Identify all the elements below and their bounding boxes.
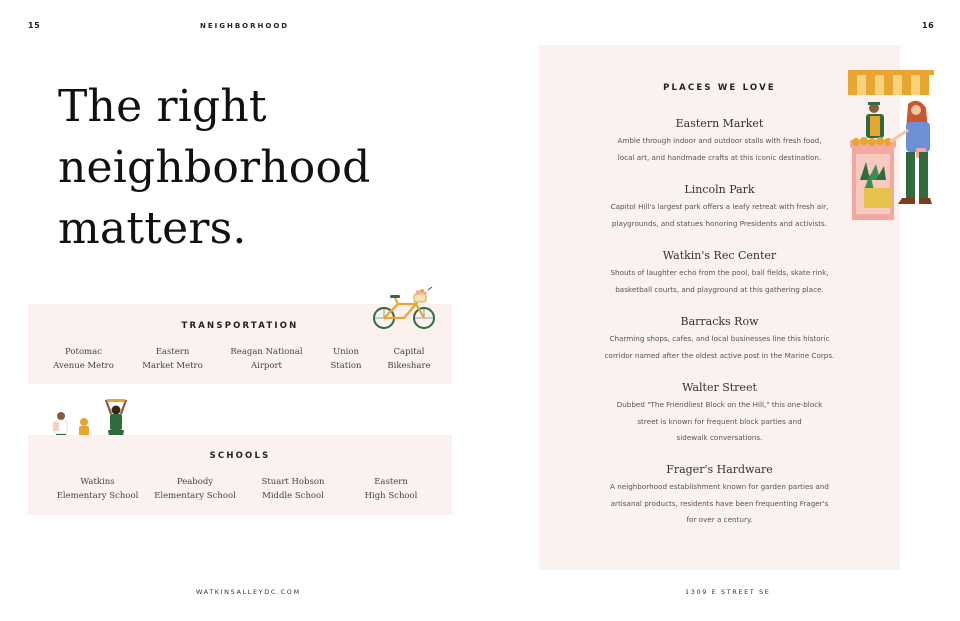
place-name: Eastern Market [675, 117, 764, 130]
right-footer: 1309 E STREET SE [685, 588, 771, 596]
schools-panel [28, 435, 452, 515]
place-entry [539, 315, 900, 364]
place-description [539, 265, 900, 298]
place-entry [539, 463, 900, 529]
place-description-line: playgrounds, and statues honoring Presidents and activists. [611, 218, 828, 228]
place-description [539, 479, 900, 529]
place-name: Watkin's Rec Center [662, 249, 777, 262]
transport-item-line: Potomac [65, 347, 102, 357]
transport-item-line: Eastern [155, 347, 190, 357]
place-description-line: for over a century. [686, 515, 753, 524]
headline [58, 76, 478, 259]
place-name: Frager's Hardware [666, 463, 773, 476]
transportation-title: TRANSPORTATION [181, 321, 299, 331]
headline-line: matters. [58, 203, 247, 254]
place-description-line: local art, and handmade crafts at this iconic destination. [617, 152, 822, 162]
transport-item-line: Station [330, 361, 362, 371]
transport-item [46, 345, 121, 373]
place-entry [539, 249, 900, 298]
place-description-line: sidewalk conversations. [676, 433, 763, 442]
school-item-line: Peabody [176, 477, 214, 487]
school-item [250, 475, 336, 503]
transport-item-line: Capital [393, 347, 425, 357]
schools-title: SCHOOLS [209, 451, 271, 461]
transport-item [224, 345, 309, 373]
place-description-line: basketball courts, and playground at this gathering place. [615, 284, 824, 294]
transport-item [135, 345, 210, 373]
right-page-number: 16 [922, 21, 935, 30]
transport-item [321, 345, 371, 373]
place-description-line: Capitol Hill's largest park offers a leafy retreat with fresh air, [610, 202, 829, 211]
transport-item-line: Reagan National [230, 347, 303, 357]
place-description-line: Dubbed "The Friendliest Block on the Hill," this one-block [616, 400, 823, 409]
left-footer: WATKINSALLEYDC.COM [196, 588, 301, 596]
place-description-line: Shouts of laughter echo from the pool, ball fields, skate rink, [610, 268, 829, 277]
school-item-line: High School [364, 491, 418, 501]
transport-item-line: Union [333, 347, 359, 357]
place-description-line: Charming shops, cafes, and local businesses line this historic [609, 334, 830, 343]
place-name: Walter Street [682, 381, 757, 394]
headline-line: neighborhood [58, 142, 371, 193]
transport-item [378, 345, 440, 373]
place-description-line: street is known for frequent block parties and [637, 416, 802, 426]
bicycle-illustration [370, 284, 440, 334]
school-item [348, 475, 434, 503]
school-item-line: Elementary School [56, 491, 139, 501]
school-item-line: Elementary School [154, 491, 236, 501]
place-name: Lincoln Park [684, 183, 755, 196]
places-title: PLACES WE LOVE [663, 83, 776, 93]
place-description-line: corridor named after the oldest active post in the Marine Corps. [604, 350, 835, 360]
transport-item-line: Bikeshare [387, 361, 431, 371]
school-item [146, 475, 244, 503]
running-head: NEIGHBORHOOD [200, 22, 290, 30]
place-description [539, 331, 900, 364]
headline-line: The right [58, 81, 267, 132]
school-item [46, 475, 149, 503]
place-entry [539, 381, 900, 447]
school-item-line: Middle School [262, 491, 324, 501]
school-item-line: Watkins [80, 477, 115, 487]
place-name: Barracks Row [680, 315, 759, 328]
place-description-line: artisanal products, residents have been frequenting Frager's [610, 498, 829, 508]
school-item-line: Stuart Hobson [261, 477, 325, 487]
school-item-line: Eastern [374, 477, 408, 487]
transport-item-line: Airport [251, 361, 282, 371]
place-description-line: A neighborhood establishment known for garden parties and [610, 482, 829, 491]
place-description-line: Amble through indoor and outdoor stalls with fresh food, [617, 136, 822, 145]
transport-item-line: Avenue Metro [53, 361, 114, 371]
place-description [539, 397, 900, 447]
market-stall-illustration [846, 70, 936, 228]
left-page-number: 15 [28, 21, 41, 30]
transport-item-line: Market Metro [142, 361, 203, 371]
